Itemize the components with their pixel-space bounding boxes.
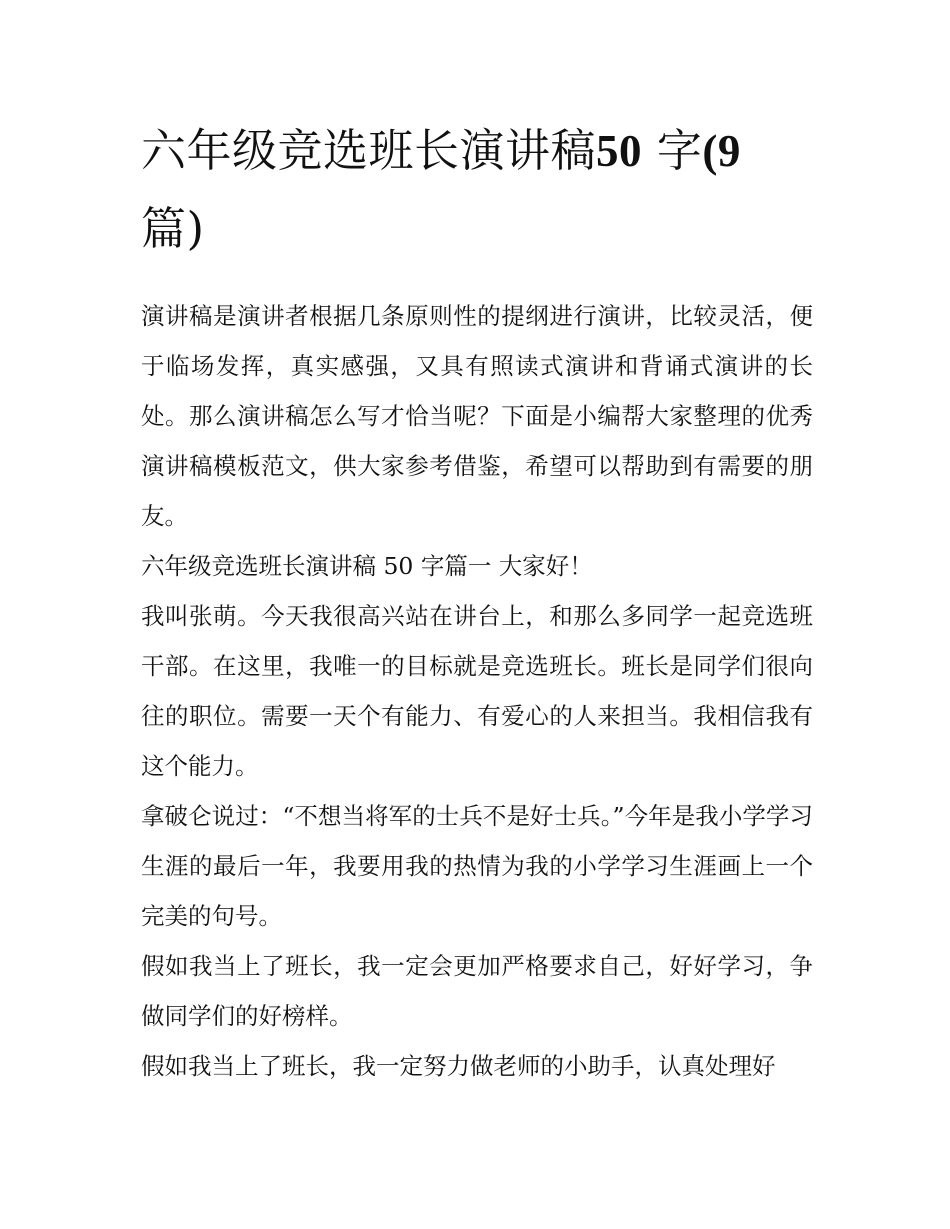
document-title (141, 112, 813, 267)
title-count-close: 篇) (141, 202, 205, 255)
title-number: 50 (596, 126, 643, 176)
document-body (141, 291, 813, 1091)
title-unit: 字 (656, 124, 703, 177)
title-count-open: (9 (702, 126, 741, 176)
section-heading: 六年级竞选班长演讲稿 50 字篇一 大家好！ (141, 552, 593, 580)
body-paragraph: 拿破仑说过：“不想当将军的士兵不是好士兵。”今年是我小学学习生涯的最后一年，我要用我的热情为我的小学学习生涯画上一个完美的句号。 (141, 802, 813, 930)
body-paragraph: 假如我当上了班长，我一定会更加严格要求自己，好好学习，争做同学们的好榜样。 (141, 952, 813, 1030)
body-paragraph: 我叫张萌。今天我很高兴站在讲台上，和那么多同学一起竞选班干部。在这里，我唯一的目标就是竞选班长。班长是同学们很向往的职位。需要一天个有能力、有爱心的人来担当。我相信我有这个能力。 (141, 602, 813, 780)
title-text: 六年级竞选班长演讲稿 (141, 124, 597, 177)
body-paragraph: 假如我当上了班长，我一定努力做老师的小助手，认真处理好 (141, 1052, 776, 1080)
intro-paragraph: 演讲稿是演讲者根据几条原则性的提纲进行演讲，比较灵活，便于临场发挥，真实感强，又具有照读式演讲和背诵式演讲的长处。那么演讲稿怎么写才恰当呢？下面是小编帮大家整理的优秀演讲稿模板范文，供大家参考借鉴，希望可以帮助到有需要的朋友。 (141, 302, 813, 530)
document-page (141, 112, 813, 1091)
